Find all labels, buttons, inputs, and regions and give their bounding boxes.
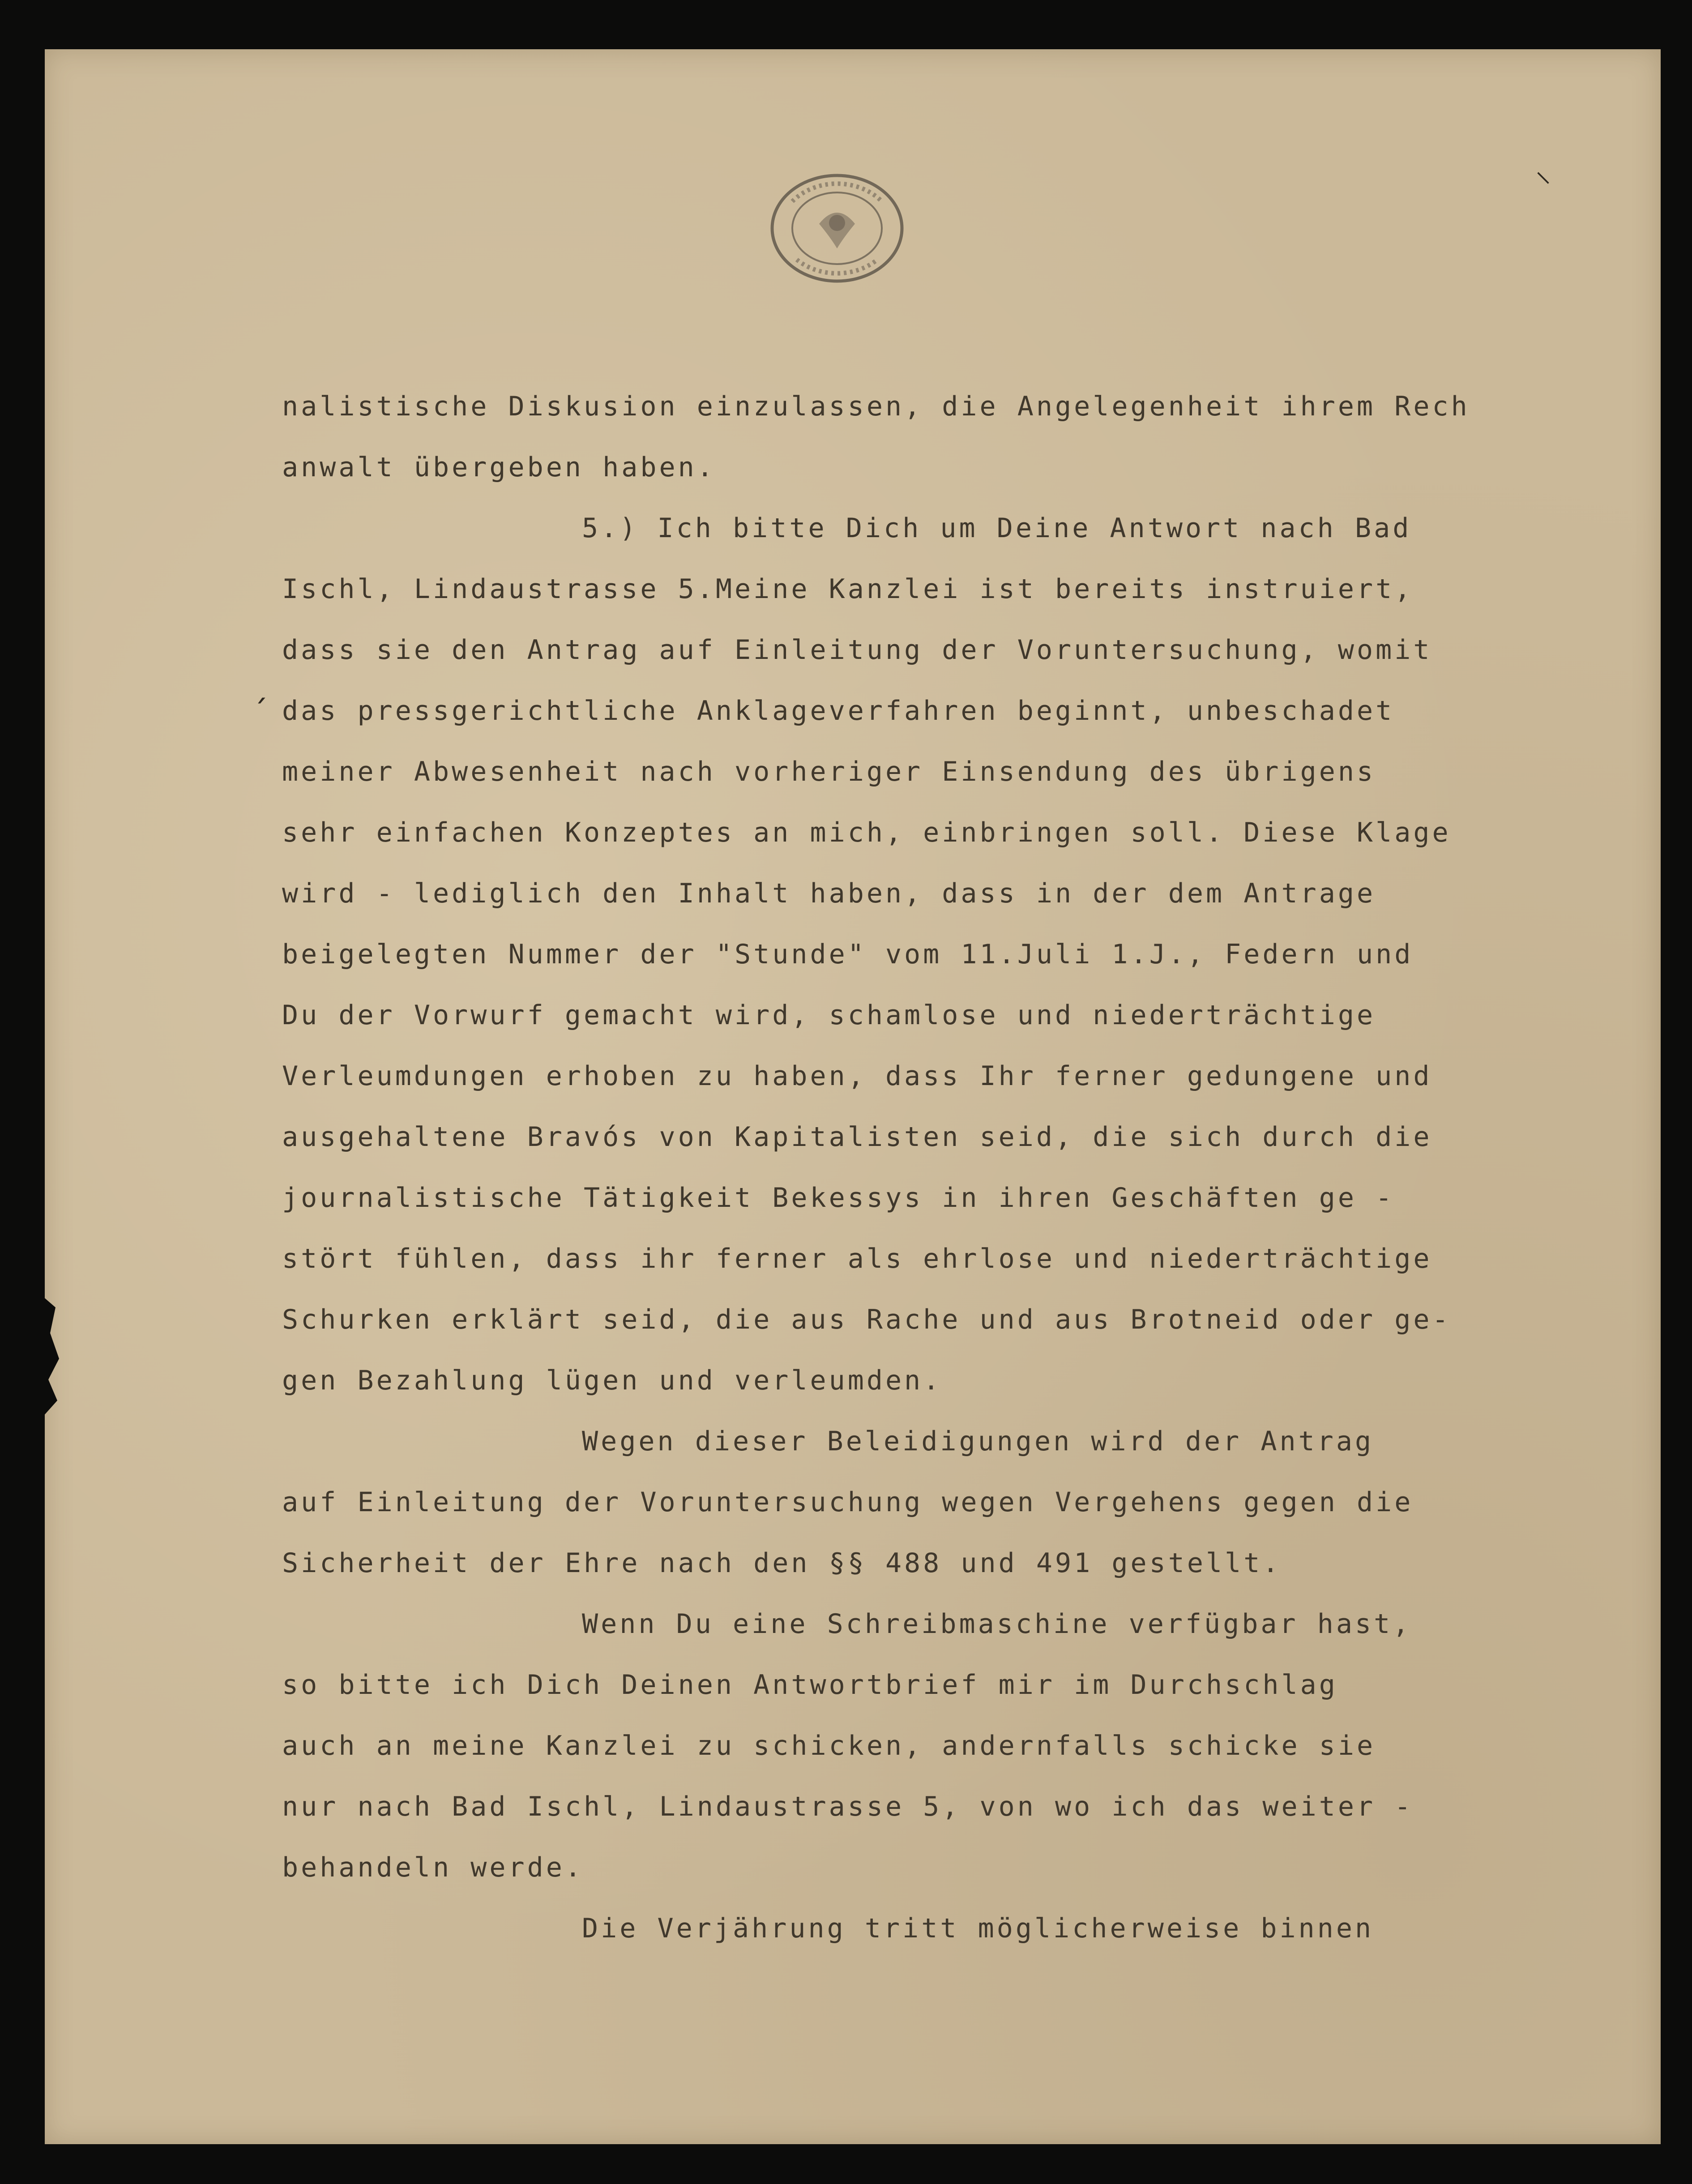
text-line: anwalt übergeben haben. [282, 452, 716, 483]
text-line: Du der Vorwurf gemacht wird, schamlose und niederträchtige [282, 1000, 1376, 1031]
text-line: 5.) Ich bitte Dich um Deine Antwort nach Bad [582, 513, 1412, 544]
text-line: das pressgerichtliche Anklageverfahren beginnt, unbeschadet [282, 695, 1395, 727]
text-line: meiner Abwesenheit nach vorheriger Einsendung des übrigens [282, 756, 1376, 787]
ink-mark: ⸜ [1535, 152, 1551, 189]
text-line: Schurken erklärt seid, die aus Rache und aus Brotneid oder ge- [282, 1304, 1451, 1335]
text-line: Sicherheit der Ehre nach den §§ 488 und 491 gestellt. [282, 1547, 1282, 1579]
text-line: ausgehaltene Bravós von Kapitalisten seid, die sich durch die [282, 1121, 1432, 1153]
text-line: so bitte ich Dich Deinen Antwortbrief mir im Durchschlag [282, 1669, 1338, 1701]
typed-letter-body [282, 376, 1535, 1959]
text-line: gen Bezahlung lügen und verleumden. [282, 1365, 942, 1396]
text-line: beigelegten Nummer der "Stunde" vom 11.Juli 1.J., Federn und [282, 939, 1414, 970]
text-line: auf Einleitung der Voruntersuchung wegen Vergehens gegen die [282, 1487, 1414, 1518]
text-line: wird - lediglich den Inhalt haben, dass in der dem Antrage [282, 878, 1376, 909]
text-line: Die Verjährung tritt möglicherweise binnen [582, 1913, 1374, 1944]
text-line: behandeln werde. [282, 1852, 584, 1883]
text-line: Verleumdungen erhoben zu haben, dass Ihr ferner gedungene und [282, 1060, 1432, 1092]
text-line: nalistische Diskusion einzulassen, die Angelegenheit ihrem Rech [282, 391, 1470, 422]
text-line: Ischl, Lindaustrasse 5.Meine Kanzlei ist bereits instruiert, [282, 573, 1414, 605]
text-line: Wenn Du eine Schreibmaschine verfügbar hast, [582, 1608, 1412, 1640]
text-line: dass sie den Antrag auf Einleitung der Voruntersuchung, womit [282, 634, 1432, 666]
text-line: nur nach Bad Ischl, Lindaustrasse 5, von wo ich das weiter - [282, 1791, 1414, 1822]
text-line: sehr einfachen Konzeptes an mich, einbringen soll. Diese Klage [282, 817, 1451, 848]
text-line: stört fühlen, dass ihr ferner als ehrlose und niederträchtige [282, 1243, 1432, 1274]
text-line: Wegen dieser Beleidigungen wird der Antrag [582, 1426, 1374, 1457]
margin-tick: ´ [251, 694, 270, 731]
text-line: auch an meine Kanzlei zu schicken, andernfalls schicke sie [282, 1730, 1376, 1761]
seal-stamp [765, 170, 909, 286]
text-line: journalistische Tätigkeit Bekessys in ihren Geschäften ge - [282, 1182, 1395, 1214]
